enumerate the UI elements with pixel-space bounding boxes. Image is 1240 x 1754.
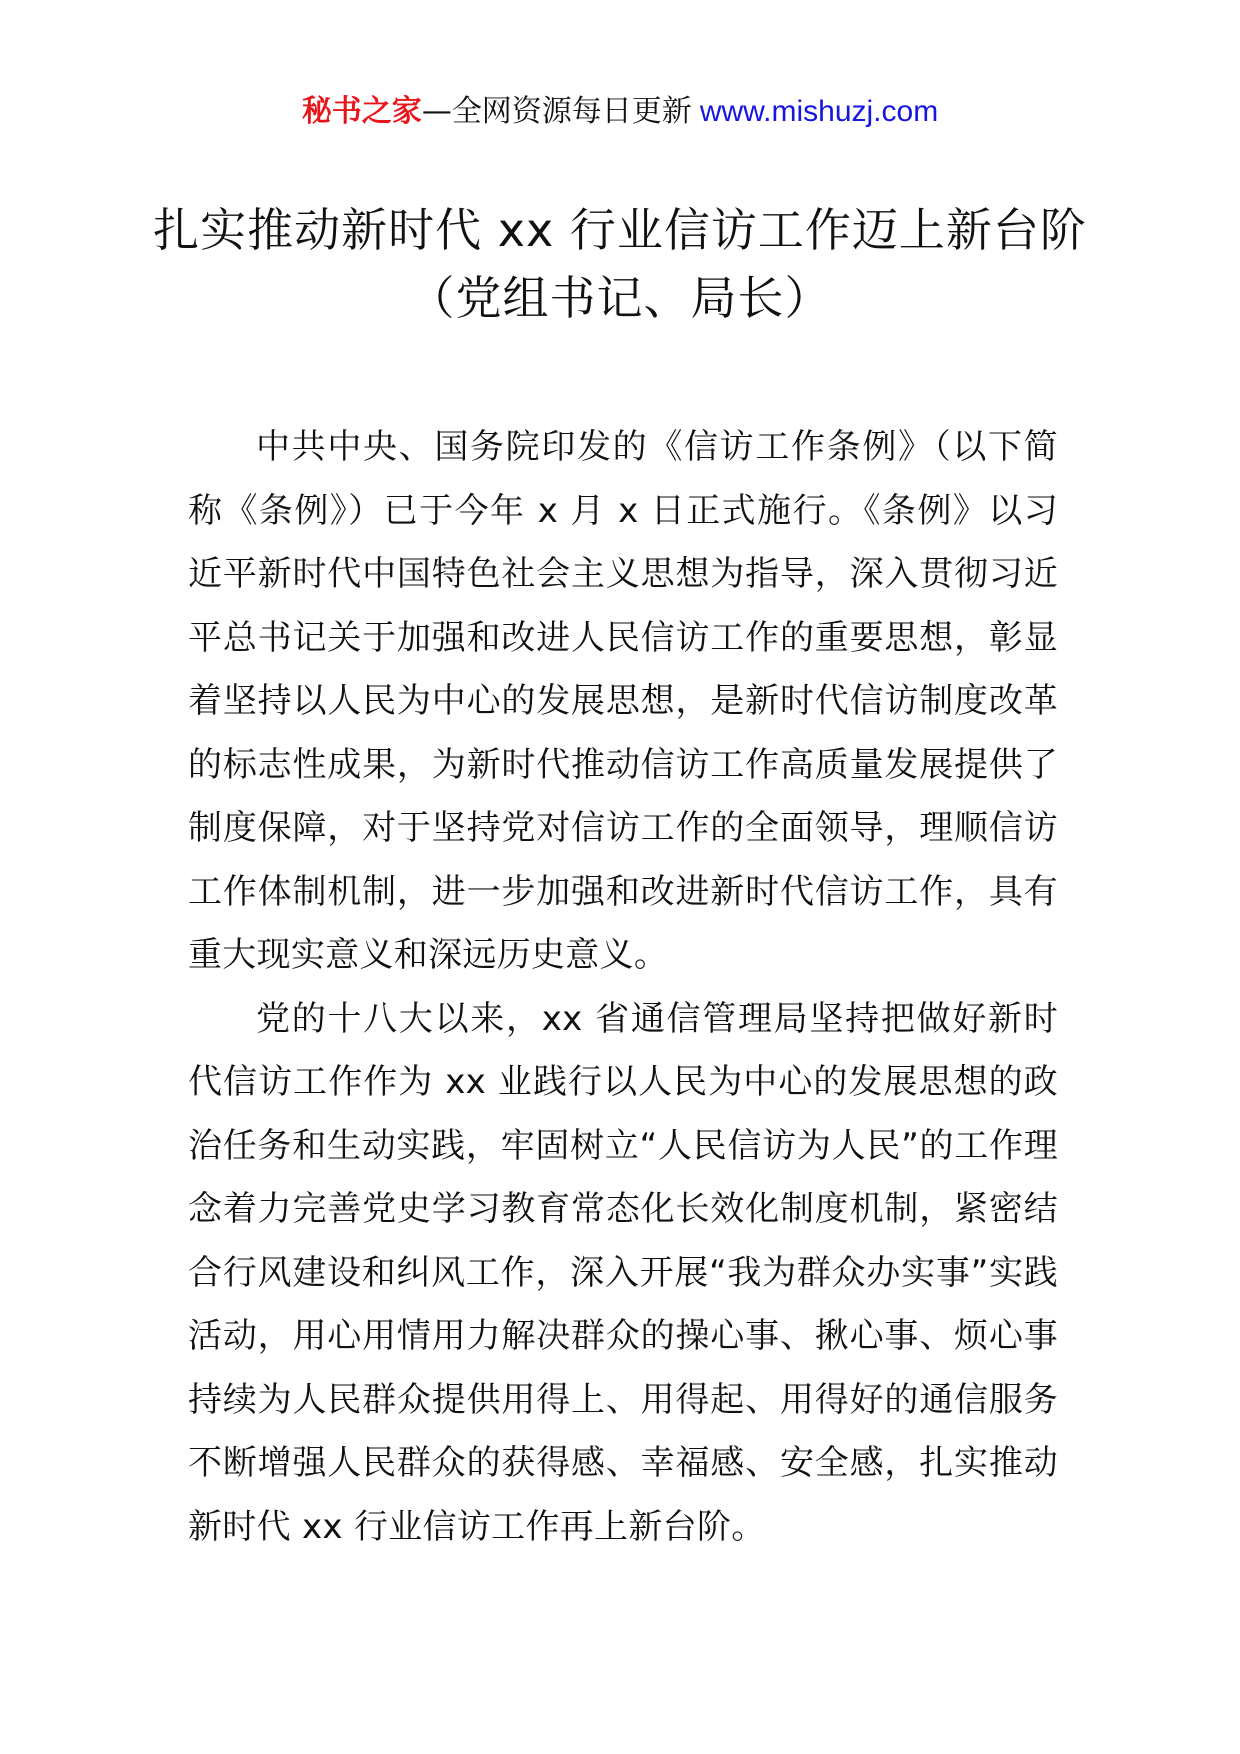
paragraph-1: 中共中央、国务院印发的《信访工作条例》（以下简称《条例》）已于今年 x 月 x 日正式施行。《条例》以习近平新时代中国特色社会主义思想为指导，深入贯彻习近平总书记关于加强和改进人民信访工作的重要思想，彰显着坚持以人民为中心的发展思想，是新时代信访制度改革的标志性成果，为新时代推动信访工作高质量发展提供了制度保障，对于坚持党对信访工作的全面领导，理顺信访工作体制机制，进一步加强和改进新时代信访工作，具有重大现实意义和深远历史意义。: [188, 427, 1058, 975]
document-title: 扎实推动新时代 xx 行业信访工作迈上新台阶（党组书记、局长）: [153, 203, 1087, 325]
site-slogan: —全网资源每日更新: [421, 94, 692, 129]
site-brand: 秘书之家: [301, 94, 422, 129]
paragraph-2: 党的十八大以来，xx 省通信管理局坚持把做好新时代信访工作作为 xx 业践行以人民为中心的发展思想的政治任务和生动实践，牢固树立“人民信访为人民”的工作理念着力完善党史学习教育常态化长效化制度机制，紧密结合行风建设和纠风工作，深入开展“我为群众办实事”实践活动，用心用情用力解决群众的操心事、揪心事、烦心事持续为人民群众提供用得上、用得起、用得好的通信服务不断增强人民群众的获得感、幸福感、安全感，扎实推动新时代 xx 行业信访工作再上新台阶。: [188, 998, 1058, 1547]
page-header: [0, 92, 1240, 132]
site-url-link[interactable]: www.mishuzj.com: [699, 95, 939, 128]
document-body: [188, 416, 1058, 1559]
